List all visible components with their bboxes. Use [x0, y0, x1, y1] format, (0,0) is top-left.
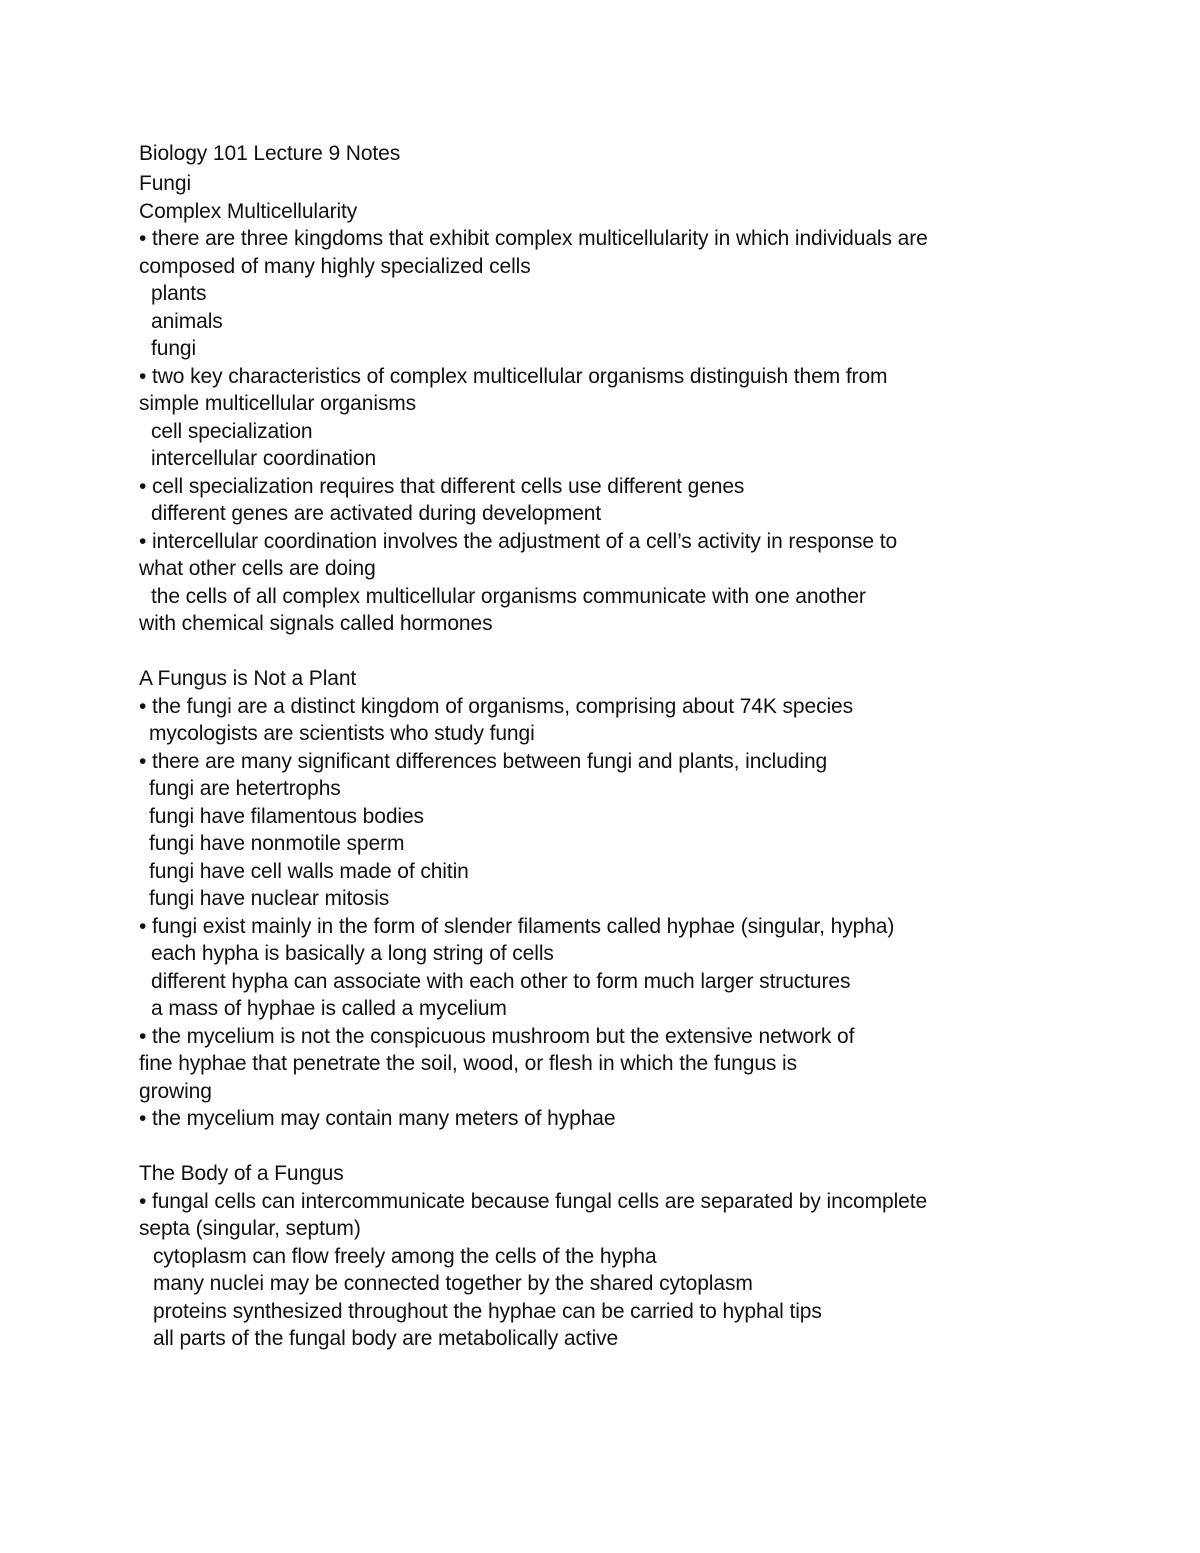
bullet-line: • the mycelium is not the conspicuous mushroom but the extensive network of [139, 1024, 855, 1048]
document-topic: Fungi [139, 172, 192, 195]
text-line: septa (singular, septum) [139, 1217, 361, 1240]
text-line: what other cells are doing [139, 557, 376, 580]
text-line: simple multicellular organisms [139, 392, 417, 415]
sub-item: a mass of hyphae is called a mycelium [151, 997, 507, 1020]
text-line: with chemical signals called hormones [139, 612, 493, 635]
bullet-line: • intercellular coordination involves the adjustment of a cell’s activity in response to [139, 529, 898, 553]
section-heading: The Body of a Fungus [139, 1162, 344, 1185]
sub-item: cell specialization [151, 419, 313, 443]
sub-item: fungi have cell walls made of chitin [149, 859, 469, 883]
bullet-line: • the mycelium may contain many meters of hyphae [139, 1107, 616, 1130]
sub-item: cytoplasm can flow freely among the cells of the hypha [153, 1244, 657, 1268]
section-heading: A Fungus is Not a Plant [139, 667, 357, 690]
bullet-line: • fungal cells can intercommunicate because fungal cells are separated by incomplete [139, 1189, 928, 1213]
bullet-line: • fungi exist mainly in the form of slender filaments called hyphae (singular, hypha) [139, 914, 895, 938]
document-title: Biology 101 Lecture 9 Notes [139, 142, 401, 165]
text-line: fine hyphae that penetrate the soil, wood, or flesh in which the fungus is [139, 1052, 798, 1075]
bullet-line: • there are three kingdoms that exhibit complex multicellularity in which individuals are [139, 227, 928, 250]
sub-item: mycologists are scientists who study fungi [149, 722, 535, 745]
section-heading: Complex Multicellularity [139, 199, 358, 223]
sub-item: different genes are activated during development [151, 502, 602, 525]
section-complex-multicellularity [139, 198, 1099, 638]
bullet-line: • two key characteristics of complex multicellular organisms distinguish them from [139, 364, 888, 388]
sub-item: the cells of all complex multicellular organisms communicate with one another [151, 584, 866, 608]
sub-item: proteins synthesized throughout the hyphae can be carried to hyphal tips [153, 1299, 822, 1323]
text-line: composed of many highly specialized cells [139, 254, 531, 278]
sub-item: fungi are hetertrophs [149, 777, 341, 800]
bullet-line: • the fungi are a distinct kingdom of organisms, comprising about 74K species [139, 694, 854, 718]
bullet-line: • there are many significant differences between fungi and plants, including [139, 749, 828, 773]
bullet-line: • cell specialization requires that different cells use different genes [139, 474, 745, 498]
sub-item: fungi have nonmotile sperm [149, 832, 405, 855]
sub-item: animals [151, 309, 223, 333]
sub-item: many nuclei may be connected together by the shared cytoplasm [153, 1272, 753, 1295]
blank-line [139, 638, 1099, 666]
text-line: growing [139, 1079, 212, 1103]
lecture-notes [139, 140, 1099, 1353]
blank-line [139, 1133, 1099, 1161]
section-fungus-not-plant [139, 665, 1099, 1133]
sub-item: intercellular coordination [151, 447, 377, 470]
sub-item: plants [151, 282, 207, 305]
sub-item: fungi have filamentous bodies [149, 804, 424, 828]
sub-item: fungi [151, 337, 197, 360]
sub-item: fungi have nuclear mitosis [149, 887, 390, 910]
section-body-of-fungus [139, 1160, 1099, 1353]
sub-item: all parts of the fungal body are metabolically active [153, 1327, 619, 1350]
sub-item: each hypha is basically a long string of cells [151, 942, 554, 965]
sub-item: different hypha can associate with each other to form much larger structures [151, 969, 851, 993]
